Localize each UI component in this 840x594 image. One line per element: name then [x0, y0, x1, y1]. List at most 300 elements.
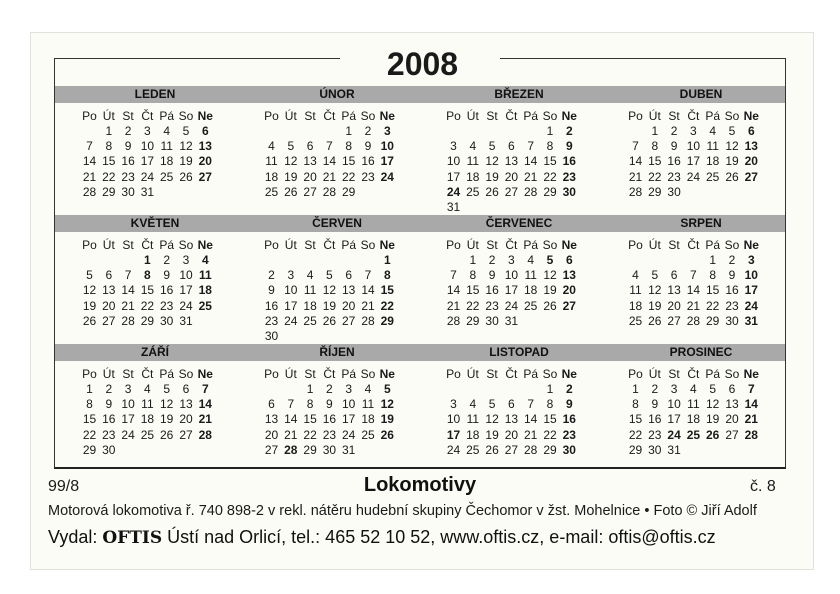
day-cell: 13: [179, 397, 193, 412]
day-cell: 18: [198, 283, 212, 298]
day-cell: 1: [651, 124, 659, 138]
day-cell: 13: [198, 139, 212, 154]
day-cell: 14: [121, 283, 135, 298]
day-cell: 4: [268, 139, 275, 154]
day-cell: 30: [485, 313, 499, 328]
day-cell: 9: [651, 397, 659, 412]
day-cell: 25: [361, 427, 375, 442]
day-cell: 16: [725, 283, 739, 298]
day-cell: 13: [504, 154, 519, 169]
day-cell: 21: [361, 298, 375, 313]
weekday-header: Ne: [561, 367, 577, 381]
day-cell: 6: [182, 382, 190, 396]
day-cell: 8: [86, 397, 93, 412]
day-cell: 8: [383, 268, 391, 283]
day-cell: 3: [124, 382, 132, 396]
day-cell: 15: [140, 283, 155, 298]
day-cell: 7: [747, 382, 755, 396]
day-cell: 19: [82, 298, 97, 313]
day-cell: 21: [121, 298, 135, 313]
day-cell: 4: [144, 382, 151, 396]
day-cell: 9: [488, 268, 496, 283]
day-cell: 17: [446, 169, 461, 184]
day-cell: 15: [380, 283, 394, 298]
month-name: ČERVEN: [312, 216, 362, 230]
day-cell: 3: [383, 124, 391, 138]
day-cell: 16: [361, 154, 375, 169]
day-cell: 23: [562, 169, 576, 184]
day-cell: 27: [667, 313, 681, 328]
day-cell: 18: [140, 412, 155, 427]
year-title: 2008: [386, 46, 459, 82]
weekday-header: Čt: [505, 109, 518, 123]
day-cell: 25: [466, 184, 480, 199]
day-cell: 19: [179, 154, 193, 169]
day-cell: 14: [686, 283, 701, 298]
day-cell: 28: [524, 184, 538, 199]
weekday-header: St: [668, 367, 680, 381]
day-cell: 8: [709, 268, 717, 283]
day-cell: 2: [163, 253, 171, 267]
day-cell: 25: [524, 298, 538, 313]
day-cell: 14: [524, 412, 538, 427]
day-cell: 18: [160, 154, 174, 169]
day-cell: 27: [102, 313, 116, 328]
day-cell: 2: [728, 253, 736, 267]
day-cell: 24: [744, 298, 758, 313]
day-cell: 26: [706, 427, 720, 442]
day-cell: 1: [345, 124, 353, 138]
day-cell: 20: [667, 298, 681, 313]
day-cell: 17: [504, 283, 519, 298]
day-cell: 25: [264, 184, 279, 199]
weekday-header: Čt: [687, 367, 700, 381]
day-cell: 27: [303, 184, 317, 199]
day-cell: 2: [670, 124, 678, 138]
day-cell: 15: [82, 412, 97, 427]
day-cell: 20: [744, 154, 758, 169]
day-cell: 19: [485, 427, 499, 442]
day-cell: 25: [628, 313, 643, 328]
day-cell: 14: [524, 154, 538, 169]
day-cell: 16: [648, 412, 662, 427]
day-cell: 25: [303, 313, 317, 328]
day-cell: 15: [628, 412, 643, 427]
day-cell: 3: [450, 139, 457, 154]
day-cell: 21: [524, 427, 538, 442]
day-cell: 15: [466, 283, 480, 298]
day-cell: 22: [140, 298, 155, 313]
day-cell: 12: [322, 283, 337, 298]
day-cell: 19: [543, 283, 557, 298]
weekday-header: St: [486, 109, 498, 123]
day-cell: 21: [284, 427, 298, 442]
day-cell: 30: [160, 313, 174, 328]
day-cell: 12: [82, 283, 97, 298]
weekday-header: St: [668, 109, 680, 123]
frame-top-left: [55, 58, 340, 59]
weekday-header: So: [542, 367, 558, 381]
day-cell: 4: [163, 124, 171, 138]
day-cell: 24: [380, 169, 394, 184]
weekday-header: Po: [446, 109, 461, 123]
day-cell: 28: [284, 442, 298, 457]
day-cell: 28: [82, 184, 97, 199]
day-cell: 26: [485, 184, 499, 199]
day-cell: 31: [446, 200, 461, 214]
weekday-header: St: [304, 238, 316, 252]
day-cell: 8: [105, 139, 113, 154]
day-cell: 13: [102, 283, 116, 298]
day-cell: 23: [667, 169, 681, 184]
day-cell: 20: [504, 427, 519, 442]
day-cell: 19: [706, 412, 720, 427]
weekday-header: Po: [446, 367, 461, 381]
day-cell: 10: [667, 397, 681, 412]
day-cell: 3: [287, 268, 295, 283]
day-cell: 29: [648, 184, 662, 199]
day-cell: 8: [632, 397, 639, 412]
weekday-header: Po: [628, 367, 643, 381]
weekday-header: Po: [264, 367, 279, 381]
day-cell: 16: [562, 154, 576, 169]
frame-top-right: [500, 58, 786, 59]
weekday-header: Čt: [687, 109, 700, 123]
day-cell: 20: [179, 412, 193, 427]
weekday-header: Ne: [743, 367, 759, 381]
day-cell: 1: [632, 382, 639, 396]
day-cell: 18: [686, 412, 701, 427]
day-cell: 10: [446, 412, 461, 427]
day-cell: 1: [383, 253, 391, 267]
day-cell: 11: [466, 154, 480, 169]
day-cell: 20: [303, 169, 317, 184]
month-9: [262, 344, 442, 474]
day-cell: 28: [628, 184, 643, 199]
day-cell: 2: [364, 124, 372, 138]
day-cell: 2: [651, 382, 659, 396]
day-cell: 5: [287, 139, 295, 154]
weekday-header: St: [122, 367, 134, 381]
day-cell: 7: [527, 139, 535, 154]
day-cell: 5: [182, 124, 190, 138]
day-cell: 10: [686, 139, 701, 154]
day-cell: 9: [163, 268, 171, 283]
day-cell: 10: [380, 139, 394, 154]
day-cell: 24: [140, 169, 155, 184]
day-cell: 20: [504, 169, 519, 184]
day-cell: 12: [725, 139, 739, 154]
weekday-header: Po: [628, 109, 643, 123]
day-cell: 5: [326, 268, 333, 283]
day-cell: 20: [264, 427, 279, 442]
day-cell: 6: [747, 124, 755, 138]
weekday-header: Ne: [197, 367, 213, 381]
day-cell: 16: [667, 154, 681, 169]
day-cell: 6: [728, 382, 736, 396]
day-cell: 11: [303, 283, 317, 298]
day-cell: 15: [706, 283, 720, 298]
weekday-header: Čt: [141, 238, 154, 252]
day-cell: 4: [364, 382, 372, 396]
month-11: [626, 344, 806, 474]
day-cell: 26: [725, 169, 739, 184]
weekday-header: St: [122, 238, 134, 252]
weekday-header: Ne: [743, 109, 759, 123]
day-cell: 29: [82, 442, 97, 457]
day-cell: 3: [670, 382, 678, 396]
day-cell: 26: [284, 184, 298, 199]
month-name: KVĚTEN: [130, 216, 180, 230]
day-cell: 5: [86, 268, 93, 283]
day-cell: 30: [667, 184, 681, 199]
day-cell: 5: [709, 382, 717, 396]
weekday-header: So: [724, 367, 740, 381]
day-cell: 11: [629, 283, 642, 298]
day-cell: 4: [527, 253, 535, 267]
day-cell: 22: [543, 427, 557, 442]
day-cell: 16: [264, 298, 279, 313]
day-cell: 24: [504, 298, 519, 313]
day-cell: 30: [562, 184, 576, 199]
day-cell: 18: [524, 283, 538, 298]
month-name: ZÁŘÍ: [141, 345, 169, 359]
weekday-header: Ne: [561, 238, 577, 252]
day-cell: 26: [543, 298, 557, 313]
weekday-header: Út: [648, 367, 661, 381]
day-cell: 22: [380, 298, 394, 313]
day-cell: 22: [102, 169, 116, 184]
day-cell: 31: [140, 184, 155, 199]
day-cell: 13: [667, 283, 681, 298]
day-cell: 13: [562, 268, 576, 283]
day-cell: 11: [160, 139, 173, 154]
day-cell: 13: [744, 139, 758, 154]
day-cell: 10: [284, 283, 298, 298]
day-cell: 23: [361, 169, 375, 184]
weekday-header: Pá: [523, 367, 539, 381]
day-cell: 26: [82, 313, 97, 328]
day-cell: 3: [182, 253, 190, 267]
day-cell: 13: [725, 397, 739, 412]
day-cell: 21: [198, 412, 212, 427]
weekday-header: Ne: [743, 238, 759, 252]
day-cell: 7: [364, 268, 372, 283]
weekday-header: Út: [102, 238, 115, 252]
day-cell: 28: [524, 442, 538, 457]
day-cell: 17: [380, 154, 394, 169]
day-cell: 14: [82, 154, 97, 169]
day-cell: 7: [86, 139, 93, 154]
day-cell: 15: [102, 154, 116, 169]
day-cell: 4: [709, 124, 717, 138]
day-cell: 24: [446, 184, 461, 199]
day-cell: 29: [380, 313, 394, 328]
day-cell: 13: [342, 283, 356, 298]
weekday-header: Út: [466, 238, 479, 252]
day-cell: 28: [198, 427, 212, 442]
weekday-header: Pá: [523, 238, 539, 252]
day-cell: 26: [160, 427, 174, 442]
day-cell: 21: [446, 298, 461, 313]
day-cell: 21: [322, 169, 337, 184]
day-cell: 1: [306, 382, 314, 396]
weekday-header: Po: [82, 109, 97, 123]
day-cell: 22: [303, 427, 317, 442]
day-cell: 16: [102, 412, 116, 427]
day-cell: 6: [306, 139, 314, 154]
day-cell: 9: [670, 139, 678, 154]
day-cell: 14: [284, 412, 298, 427]
day-cell: 18: [303, 298, 317, 313]
weekday-header: Čt: [323, 109, 336, 123]
day-cell: 22: [706, 298, 720, 313]
day-cell: 19: [322, 298, 337, 313]
weekday-header: St: [122, 109, 134, 123]
day-cell: 27: [342, 313, 356, 328]
weekday-header: Ne: [561, 109, 577, 123]
day-cell: 22: [648, 169, 662, 184]
day-cell: 3: [747, 253, 755, 267]
weekday-header: Pá: [159, 367, 175, 381]
day-cell: 11: [361, 397, 375, 412]
weekday-header: Čt: [141, 109, 154, 123]
day-cell: 15: [543, 412, 557, 427]
weekday-header: Po: [264, 109, 279, 123]
day-cell: 6: [508, 397, 515, 412]
weekday-header: So: [178, 367, 194, 381]
weekday-header: Pá: [341, 109, 357, 123]
month-10: [444, 344, 624, 474]
day-cell: 15: [648, 154, 662, 169]
day-cell: 1: [469, 253, 477, 267]
publisher-brand-logo: OFTIS: [102, 528, 163, 548]
day-cell: 25: [686, 427, 701, 442]
day-cell: 27: [504, 442, 519, 457]
day-cell: 9: [565, 397, 573, 412]
day-cell: 6: [105, 268, 113, 283]
day-cell: 28: [744, 427, 758, 442]
day-cell: 18: [628, 298, 643, 313]
day-cell: 3: [345, 382, 353, 396]
day-cell: 29: [543, 184, 557, 199]
weekday-header: Po: [82, 367, 97, 381]
weekday-header: Út: [466, 109, 479, 123]
day-cell: 30: [121, 184, 135, 199]
month-name: PROSINEC: [669, 345, 733, 359]
weekday-header: Ne: [379, 109, 395, 123]
day-cell: 16: [485, 283, 499, 298]
day-cell: 25: [160, 169, 174, 184]
day-cell: 24: [284, 313, 298, 328]
weekday-header: Čt: [141, 367, 154, 381]
day-cell: 7: [690, 268, 697, 283]
frame-left: [54, 58, 55, 468]
day-cell: 25: [706, 169, 720, 184]
month-4: [80, 215, 260, 345]
day-cell: 10: [504, 268, 519, 283]
day-cell: 27: [744, 169, 758, 184]
day-cell: 4: [306, 268, 314, 283]
day-cell: 3: [450, 397, 457, 412]
day-cell: 6: [268, 397, 275, 412]
day-cell: 23: [160, 298, 174, 313]
weekday-header: St: [486, 238, 498, 252]
weekday-header: So: [724, 109, 740, 123]
day-cell: 17: [284, 298, 298, 313]
publisher-contact: Ústí nad Orlicí, tel.: 465 52 10 52, www.oftis.cz, e-mail: oftis@oftis.cz: [162, 527, 716, 547]
day-cell: 12: [160, 397, 174, 412]
weekday-header: St: [304, 109, 316, 123]
day-cell: 12: [284, 154, 298, 169]
day-cell: 22: [543, 169, 557, 184]
day-cell: 23: [648, 427, 662, 442]
month-name: BŘEZEN: [494, 87, 544, 101]
day-cell: 18: [466, 169, 480, 184]
weekday-header: Čt: [687, 238, 700, 252]
day-cell: 14: [744, 397, 758, 412]
day-cell: 8: [345, 139, 353, 154]
day-cell: 17: [686, 154, 701, 169]
day-cell: 18: [361, 412, 375, 427]
card-number: č. 8: [750, 478, 776, 495]
weekday-header: Pá: [705, 109, 721, 123]
weekday-header: Pá: [705, 238, 721, 252]
day-cell: 11: [265, 154, 278, 169]
day-cell: 21: [744, 412, 758, 427]
day-cell: 31: [744, 313, 758, 328]
day-cell: 2: [105, 382, 113, 396]
day-cell: 1: [546, 124, 554, 138]
day-cell: 10: [140, 139, 155, 154]
day-cell: 11: [524, 268, 537, 283]
day-cell: 3: [508, 253, 515, 267]
day-cell: 27: [264, 442, 279, 457]
weekday-header: Út: [648, 238, 661, 252]
card-title: Lokomotivy: [363, 474, 477, 496]
day-cell: 14: [322, 154, 337, 169]
day-cell: 13: [504, 412, 519, 427]
day-cell: 7: [287, 397, 295, 412]
weekday-header: Po: [264, 238, 279, 252]
day-cell: 9: [326, 397, 333, 412]
day-cell: 15: [303, 412, 317, 427]
day-cell: 17: [667, 412, 681, 427]
weekday-header: Út: [466, 367, 479, 381]
day-cell: 9: [364, 139, 372, 154]
month-name: ČERVENEC: [485, 216, 553, 230]
day-cell: 23: [725, 298, 739, 313]
month-7: [626, 215, 806, 345]
day-cell: 2: [565, 382, 573, 396]
weekday-header: Út: [102, 109, 115, 123]
day-cell: 19: [725, 154, 739, 169]
day-cell: 9: [268, 283, 275, 298]
day-cell: 12: [543, 268, 557, 283]
weekday-header: So: [178, 238, 194, 252]
day-cell: 4: [632, 268, 639, 283]
day-cell: 6: [508, 139, 515, 154]
day-cell: 24: [667, 427, 681, 442]
day-cell: 7: [124, 268, 132, 283]
day-cell: 22: [466, 298, 480, 313]
day-cell: 18: [706, 154, 720, 169]
day-cell: 5: [728, 124, 736, 138]
month-name: LISTOPAD: [489, 345, 549, 359]
day-cell: 6: [201, 124, 209, 138]
day-cell: 17: [744, 283, 758, 298]
day-cell: 24: [179, 298, 193, 313]
